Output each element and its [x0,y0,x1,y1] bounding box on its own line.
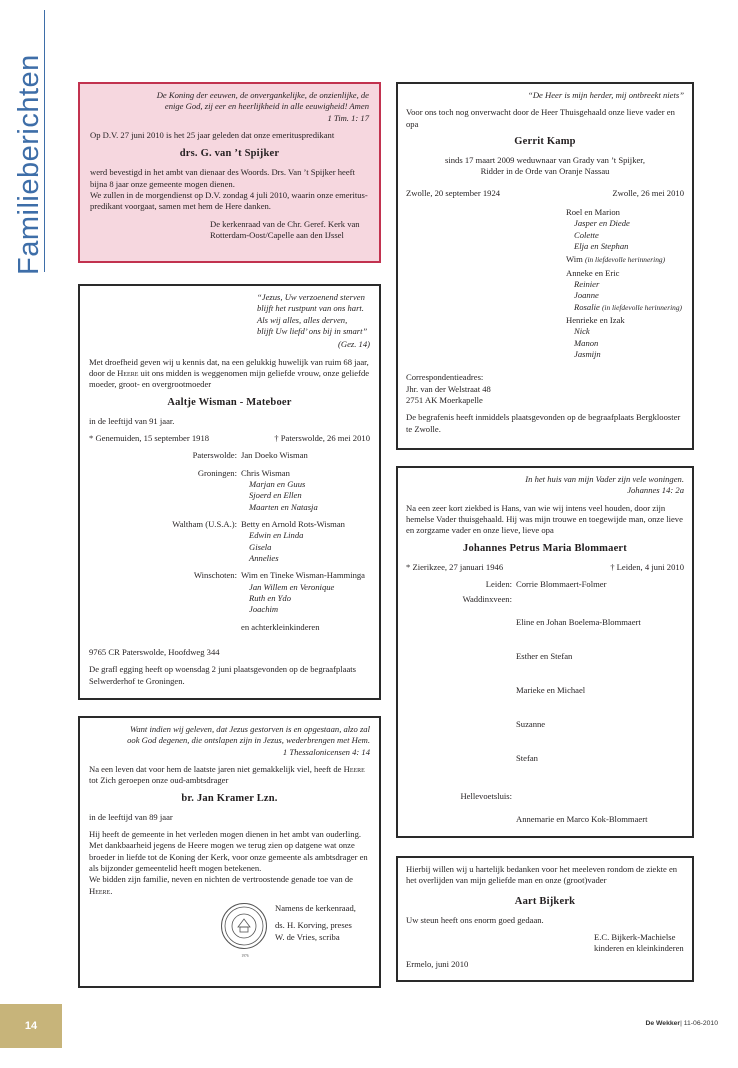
church-seal-icon [221,903,267,949]
psalm-quote: “De Heer is mijn herder, mij ontbreekt niets” [528,90,684,100]
quote-line: Als wij alles, alles derven, [257,314,348,325]
family-list [89,450,370,633]
hymn-quote [89,292,370,337]
bible-quote-reference: Johannes 14: 2a [627,485,684,496]
family-names: Chris Wisman Marjan en Guus Sjoerd en Ellen Maarten en Natasja [241,467,318,512]
notice-thanks-bijkerk [396,856,694,982]
notice-obituary-blommaert [396,466,694,838]
notice-intro: Hierbij willen wij u hartelijk bedanken voor het meeleven rondom de ziekte en het overlijden van mijn geliefde man en onze (groot)vader [406,864,678,886]
life-dates [89,433,370,444]
family-names: Wim en Tineke Wisman-Hamminga Jan Willem en Veronique Ruth en Ydo Joachim [241,570,365,615]
magazine-footer [645,1020,718,1029]
notice-body-2: We zullen in de morgendienst op D.V. zondag 4 juli 2010, waarin onze emerituspredikant voorgaat, samen met hem de Here danken. [90,189,368,212]
support-note: Uw steun heeft ons enorm goed gedaan. [406,914,544,925]
bible-quote: De Koning der eeuwen, de onvergankelijke, de onzienlijke, de enige God, zij eer en heerlijkheid in alle eeuwigheid! Amen [156,90,369,112]
deceased-name: Gerrit Kamp [514,136,576,148]
notice-body: Hij heeft de gemeente in het verleden mogen dienen in het ambt van ouderling. Met dankbaarheid jegens de Heere mogen we terug zien op datgene wat onze broeder in liefde tot de Koning der Kerk, voor onze gemeente als ambtsdrager en als bijzonder gemeentelid heeft mogen betekenen. [89,828,368,873]
family-place: Waltham (U.S.A.): [172,519,237,530]
death-date: † Paterswolde, 26 mei 2010 [274,432,370,443]
bible-quote-reference: 1 Thessalonicensen 4: 14 [282,746,370,757]
deceased-detail: sinds 17 maart 2009 weduwnaar van Grady van ’t Spijker, [445,154,645,165]
notice-obituary-kamp [396,82,694,450]
family-place: Winschoten: [193,570,237,581]
notice-intro: Na een leven dat voor hem de laatste jaren niet gemakkelijk viel, heeft de Heere tot Zich geroepen onze oud-ambtsdrager [89,764,365,786]
notice-intro: Na een zeer kort ziekbed is Hans, van wie wij intens veel houden, door zijn hemelse Vader thuisgehaald. Hij was mijn trouwe en toegewijde man, onze lieve en zorgzame vader en onze lieve, lieve opa [406,502,683,536]
quote-line: blijft Uw liefd’ ons bij in smart” [257,326,368,337]
birth-date: * Genemuiden, 15 september 1918 [89,432,210,443]
deceased-age: in de leeftijd van 91 jaar. [89,415,175,426]
notice-body: werd bevestigd in het ambt van dienaar des Woords. Drs. Van ’t Spijker heeft bijna 8 jaar onze gemeente mogen dienen. [90,167,355,189]
notice-intro: Voor ons toch nog onverwacht door de Heer Thuisgehaald onze lieve vader en opa [406,107,675,129]
bible-quote: Want indien wij geleven, dat Jezus gestorven is en opgestaan, alzo zal ook God degenen, die ontslapen zijn in Jezus, wederbrengen met Hem. [127,724,370,746]
notice-body-2: We bidden zijn familie, neven en nichten de vertroostende genade toe van de Heere. [89,874,353,896]
deceased-name: Johannes Petrus Maria Blommaert [463,542,627,554]
grandchildren-line: en achterkleinkinderen [241,621,320,632]
family-place: Waddinxveen: [462,594,512,605]
notice-intro: Met droefheid geven wij u kennis dat, na een gelukkig huwelijk van ruim 68 jaar, door de Heere uit ons midden is weggenomen mijn geliefde vrouw, onze geliefde moeder, groot- en overgrootmoeder [89,356,370,390]
life-dates [406,188,684,199]
family-place: Hellevoetsluis: [460,791,512,802]
hymn-reference: (Gez. 14) [338,339,370,350]
life-dates [406,562,684,573]
family-place: Paterswolde: [192,450,237,461]
deceased-name: Aart Bijkerk [514,895,576,907]
correspondence-address: Correspondentieadres: Jhr. van der Welstraat 48 2751 AK Moerkapelle [406,372,491,406]
family-names: Annemarie en Marco Kok-Blommaert [516,813,648,824]
family-names: Corrie Blommaert-Folmer [516,578,607,589]
notice-obituary-kramer [78,716,381,988]
signatures: E.C. Bijkerk-Machielse kinderen en kleinkinderen [594,931,684,954]
signature-block [89,902,370,958]
deceased-name: Aaltje Wisman - Mateboer [167,396,292,408]
section-title: Familieberichten [13,54,45,275]
page-number: 14 [0,1004,62,1048]
deceased-age: in de leeftijd van 89 jaar [89,811,173,822]
notice-intro: Op D.V. 27 juni 2010 is het 25 jaar geleden dat onze emerituspredikant [90,130,335,141]
family-place: Leiden: [485,578,512,589]
seal-graphic [223,905,265,947]
seal-year: 1976 [241,954,249,958]
quote-line: “Jezus, Uw verzoenend sterven [257,292,365,302]
family-place: Groningen: [197,467,237,478]
notice-obituary-wisman [78,284,381,700]
signatures: Namens de kerkenraad, ds. H. Korving, preses W. de Vries, scriba [275,902,356,942]
place-date: Ermelo, juni 2010 [406,958,469,969]
home-address: 9765 CR Paterswolde, Hoofdweg 344 [89,647,220,658]
deceased-name: br. Jan Kramer Lzn. [181,792,278,804]
family-names: Jan Doeko Wisman [241,450,308,461]
death-date: † Leiden, 4 juni 2010 [610,561,684,572]
issue-date: | 11-06-2010 [680,1020,718,1027]
quote-line: blijft het rustpunt van ons hart. [257,303,364,314]
birth-date: Zwolle, 20 september 1924 [406,187,501,198]
magazine-name: De Wekker [645,1020,681,1027]
family-names: Betty en Arnold Rots-Wisman Edwin en Linda Gisela Annelies [241,519,345,564]
deceased-honour: Ridder in de Orde van Oranje Nassau [480,166,610,177]
family-list [406,579,684,838]
honoree-name: drs. G. van ’t Spijker [179,148,280,160]
birth-date: * Zierikzee, 27 januari 1946 [406,561,504,572]
burial-note: De begrafenis heeft inmiddels plaatsgevonden op de begraafplaats Bergklooster te Zwolle. [406,412,681,434]
bible-quote-reference: 1 Tim. 1: 17 [327,112,369,123]
signature: De kerkenraad van de Chr. Geref. Kerk van Rotterdam-Oost/Capelle aan den IJssel [210,218,360,240]
family-list: Roel en Marion Jasper en Diede Colette Elja en Stephan Wim (in liefdevolle herinnering) Anneke en Eric Reinier Joanne Rosalie (in liefdevolle herinnering) Henrieke en Izak Nick Manon Jasmijn [566,206,682,360]
family-names: Eline en Johan Boelema-Blommaert Esther en Stefan Marieke en Michael Suzanne Stefan [516,616,641,764]
burial-note: De grafl egging heeft op woensdag 2 juni plaatsgevonden op de begraafplaats Selwerderhof te Groningen. [89,664,357,686]
notice-jubilee-spijker [78,82,381,263]
bible-quote: In het huis van mijn Vader zijn vele woningen. [525,474,684,484]
death-date: Zwolle, 26 mei 2010 [612,187,684,198]
